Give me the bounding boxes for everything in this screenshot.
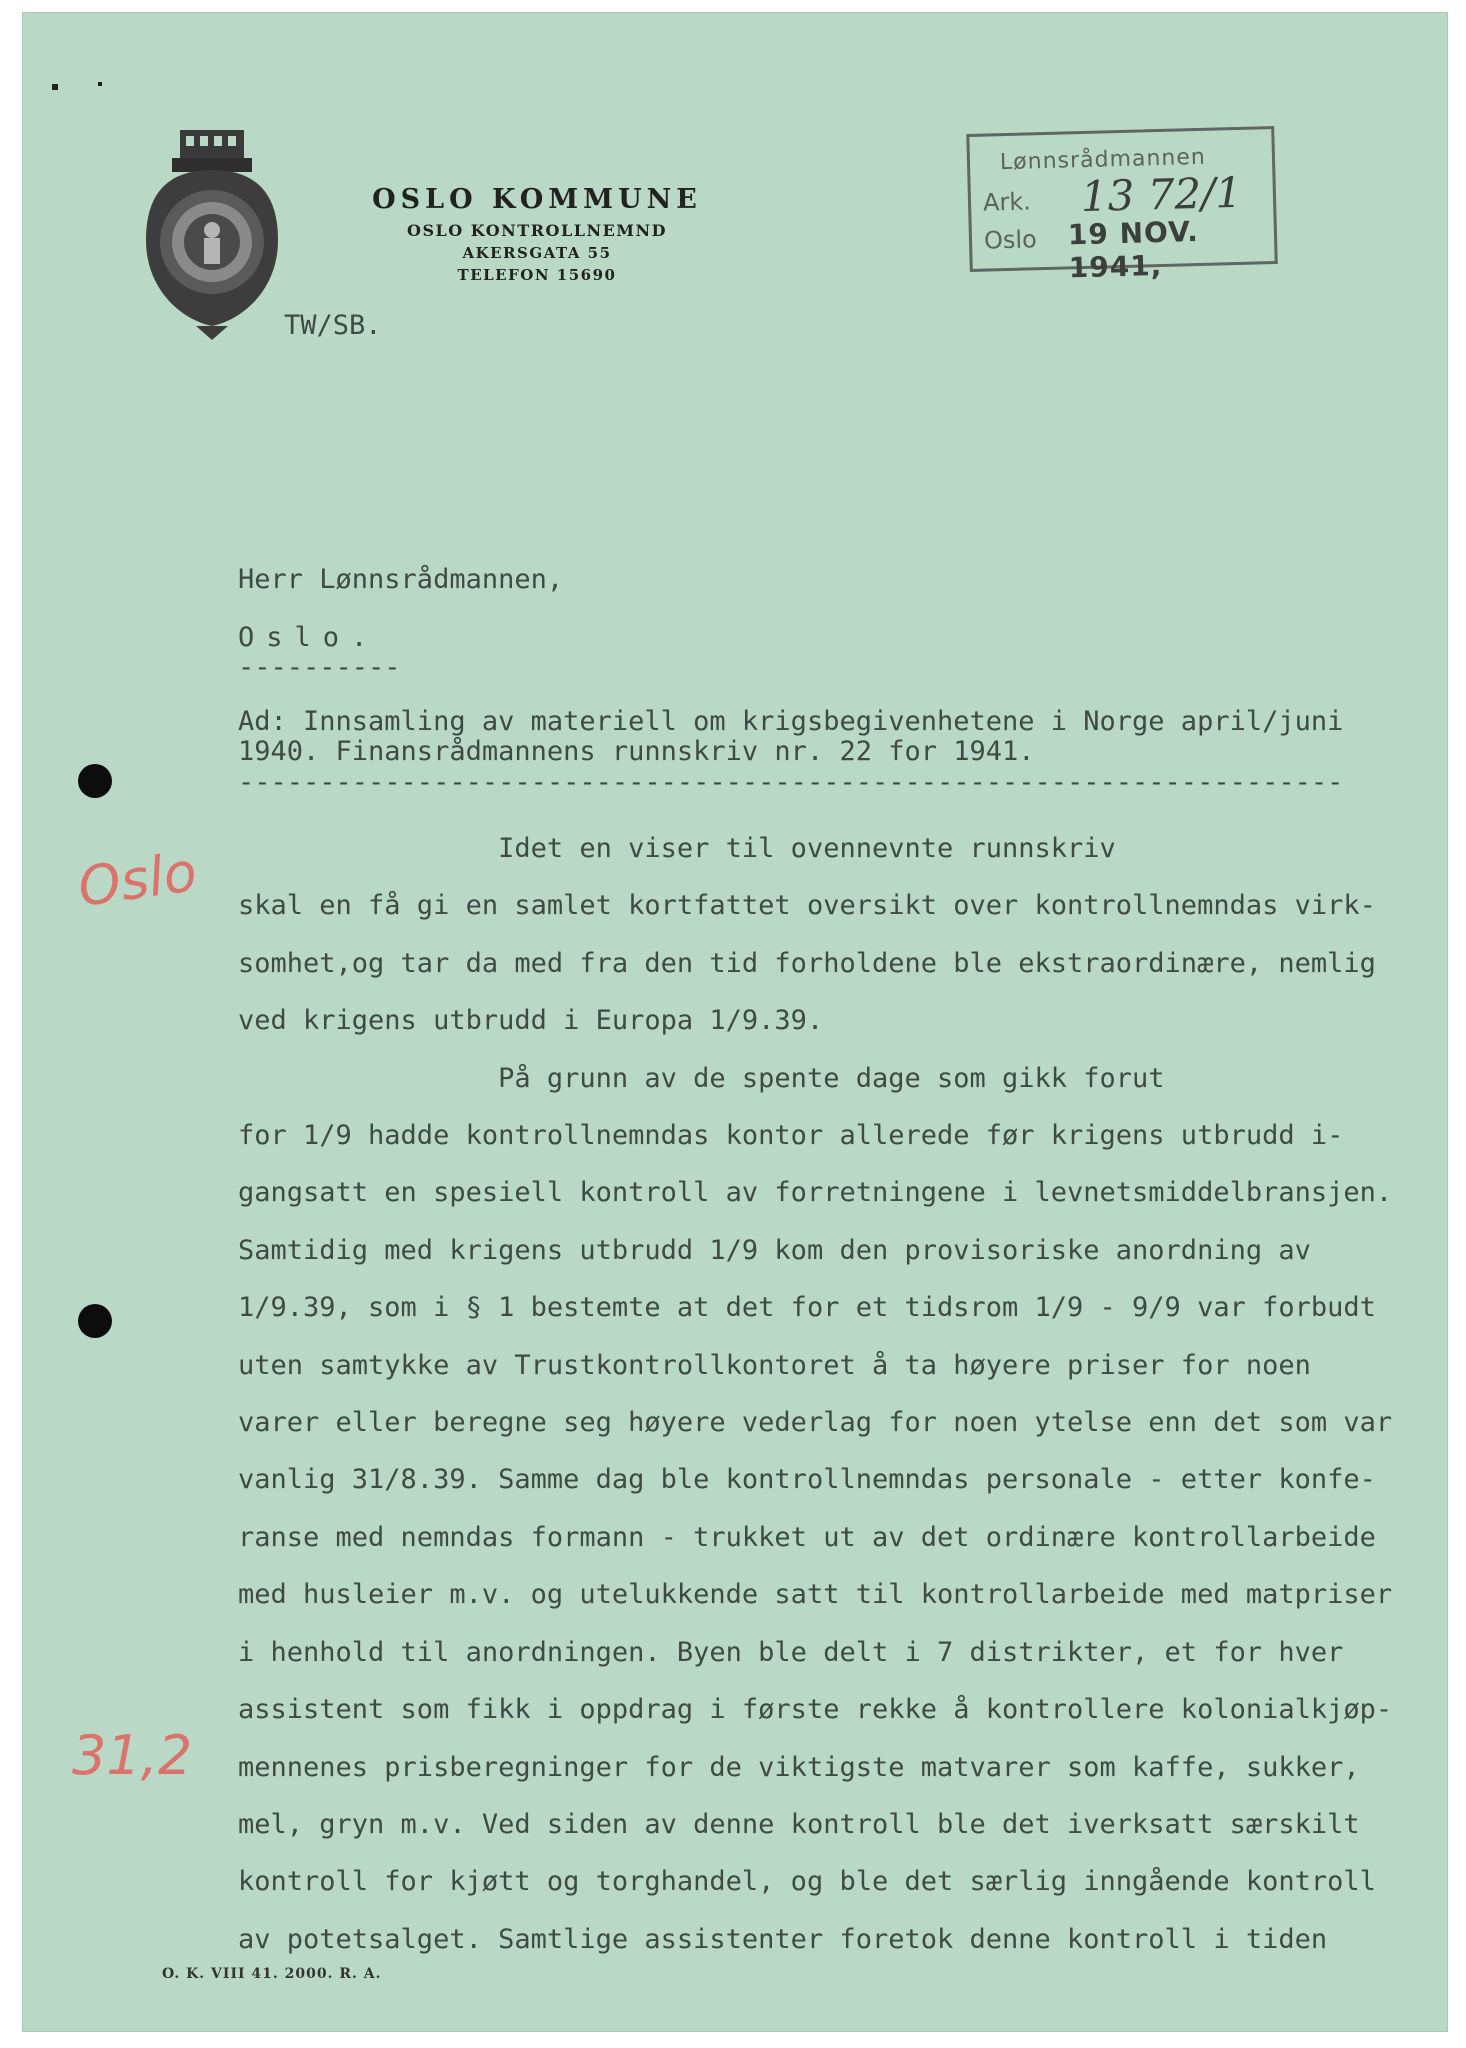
punch-hole-top xyxy=(78,764,112,798)
letterhead-phone: TELEFON 15690 xyxy=(457,266,617,284)
body-line: På grunn av de spente dage som gikk forut xyxy=(238,1062,1165,1094)
document-page xyxy=(22,12,1448,2032)
punch-hole-bottom xyxy=(78,1304,112,1338)
letterhead-department: OSLO KONTROLLNEMND xyxy=(407,221,667,240)
body-line: i henhold til anordningen. Byen ble delt i 7 distrikter, et for hver xyxy=(238,1636,1344,1668)
letterhead-title: OSLO KOMMUNE xyxy=(372,184,702,215)
body-line: skal en få gi en samlet kortfattet oversikt over kontrollnemndas virk- xyxy=(238,890,1376,922)
body-line: assistent som fikk i oppdrag i første rekke å kontrollere kolonialkjøp- xyxy=(238,1694,1393,1726)
stamp-ark-label: Ark. xyxy=(982,187,1032,217)
body-line: Samtidig med krigens utbrudd 1/9 kom den provisoriske anordning av xyxy=(238,1234,1311,1266)
letterhead xyxy=(327,184,747,284)
reference-initials: TW/SB. xyxy=(284,310,382,341)
body-line: uten samtykke av Trustkontrollkontoret å ta høyere priser for noen xyxy=(238,1349,1311,1381)
corner-dot-left xyxy=(52,84,58,90)
stamp-place-label: Oslo xyxy=(983,225,1038,255)
subject-line-1: Ad: Innsamling av materiell om krigsbegivenhetene i Norge april/juni xyxy=(238,706,1344,737)
recipient-city: Oslo. xyxy=(238,622,380,653)
stamp-date: 19 NOV. 1941, xyxy=(1067,215,1200,285)
archive-stamp xyxy=(966,126,1278,285)
body-line: med husleier m.v. og utelukkende satt til kontrollarbeide med matpriser xyxy=(238,1579,1393,1611)
body-line: vanlig 31/8.39. Samme dag ble kontrollnemndas personale - etter konfe- xyxy=(238,1464,1376,1496)
body-line: somhet,og tar da med fra den tid forholdene ble ekstraordinære, nemlig xyxy=(238,947,1376,979)
body-line: for 1/9 hadde kontrollnemndas kontor allerede før krigens utbrudd i- xyxy=(238,1120,1344,1152)
letter-body xyxy=(238,820,1392,1968)
body-line: gangsatt en spesiell kontroll av forretningene i levnetsmiddelbransjen. xyxy=(238,1177,1393,1209)
body-line: ranse med nemndas formann - trukket ut av det ordinære kontrollarbeide xyxy=(238,1521,1376,1553)
corner-dot-right xyxy=(98,82,102,86)
body-line: av potetsalget. Samtlige assistenter foretok denne kontroll i tiden xyxy=(238,1923,1328,1955)
stamp-ark-number: 13 72/1 xyxy=(1080,167,1243,222)
margin-note-number: 31,2 xyxy=(72,1724,193,1787)
subject xyxy=(238,707,1343,767)
subject-underline: -------------------------------------------------------------------- xyxy=(238,767,1344,798)
recipient-underline: ---------- xyxy=(238,652,401,683)
body-line: ved krigens utbrudd i Europa 1/9.39. xyxy=(238,1005,824,1037)
body-line: Idet en viser til ovennevnte runnskriv xyxy=(238,833,1116,864)
body-line: mennenes prisberegninger for de viktigste matvarer som kaffe, sukker, xyxy=(238,1751,1360,1783)
recipient-name: Herr Lønnsrådmannen, xyxy=(238,564,564,595)
body-line: varer eller beregne seg høyere vederlag for noen ytelse enn det som var xyxy=(238,1407,1393,1439)
form-code: O. K. VIII 41. 2000. R. A. xyxy=(162,1966,382,1982)
letterhead-address: AKERSGATA 55 xyxy=(462,244,612,262)
subject-line-2: 1940. Finansrådmannens runnskriv nr. 22 for 1941. xyxy=(238,736,1035,767)
oslo-crest-icon xyxy=(142,130,282,340)
body-line: kontroll for kjøtt og torghandel, og ble det særlig inngående kontroll xyxy=(238,1866,1376,1898)
body-line: 1/9.39, som i § 1 bestemte at det for et tidsrom 1/9 - 9/9 var forbudt xyxy=(238,1292,1376,1324)
body-line: mel, gryn m.v. Ved siden av denne kontroll ble det iverksatt særskilt xyxy=(238,1808,1360,1840)
margin-note-oslo: Oslo xyxy=(74,840,201,919)
stamp-title: Lønnsrådmannen xyxy=(999,144,1207,176)
